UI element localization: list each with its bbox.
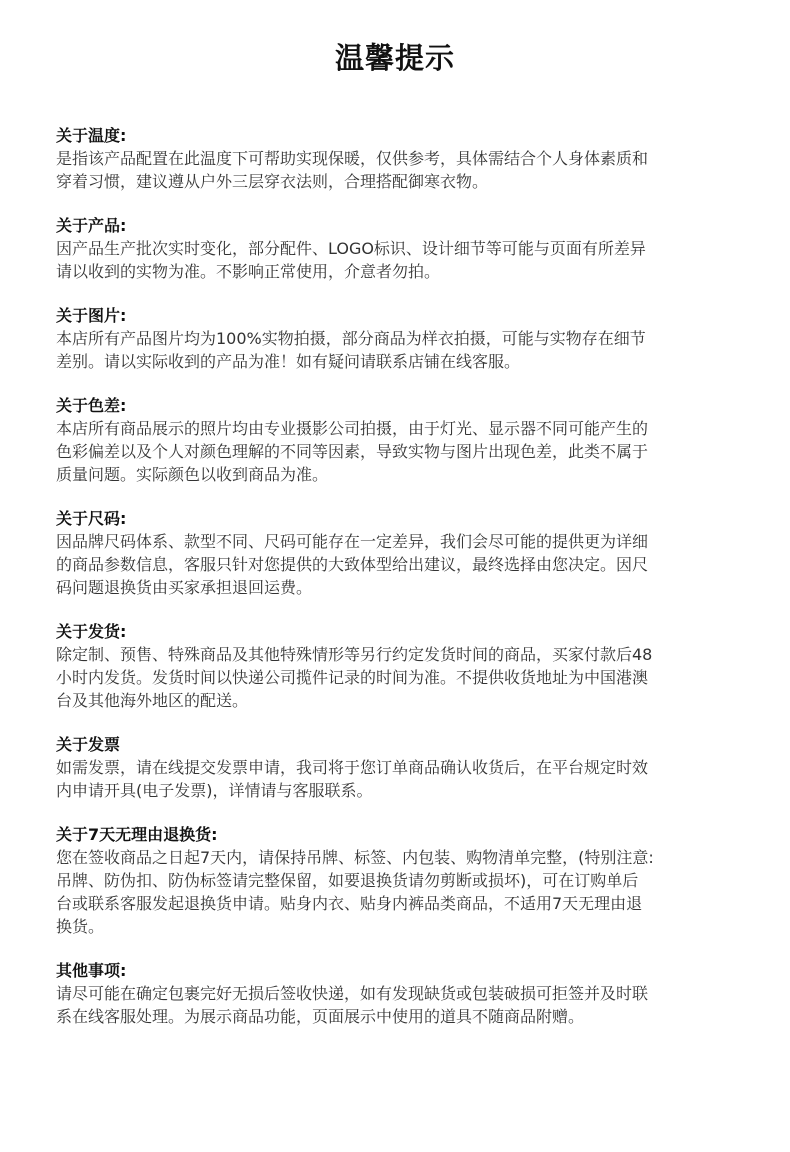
section-size: [56, 508, 738, 599]
notice-sections: [56, 125, 738, 1050]
section-invoice: [56, 734, 738, 802]
section-body: 本店所有商品展示的照片均由专业摄影公司拍摄，由于灯光、显示器不同可能产生的 色彩偏差以及个人对颜色理解的不同等因素，导致实物与图片出现色差，此类不属于 质量问题。实际颜色以收到商品为准。: [56, 419, 649, 484]
section-heading: 关于产品:: [56, 216, 127, 235]
section-body: 是指该产品配置在此温度下可帮助实现保暖，仅供参考，具体需结合个人身体素质和 穿着习惯，建议遵从户外三层穿衣法则，合理搭配御寒衣物。: [56, 149, 649, 191]
section-returns: [56, 824, 738, 938]
section-body: 本店所有产品图片均为100%实物拍摄，部分商品为样衣拍摄，可能与实物存在细节 差别。请以实际收到的产品为准！如有疑问请联系店铺在线客服。: [56, 329, 646, 371]
section-body: 除定制、预售、特殊商品及其他特殊情形等另行约定发货时间的商品，买家付款后48 小时内发货。发货时间以快递公司揽件记录的时间为准。不提供收货地址为中国港澳 台及其他海外地区的配送。: [56, 645, 653, 710]
section-other: [56, 960, 738, 1028]
section-shipping: [56, 621, 738, 712]
section-body: 因品牌尺码体系、款型不同、尺码可能存在一定差异，我们会尽可能的提供更为详细 的商品参数信息，客服只针对您提供的大致体型给出建议，最终选择由您决定。因尺 码问题退换货由买家承担退回运费。: [56, 532, 649, 597]
section-body: 如需发票，请在线提交发票申请，我司将于您订单商品确认收货后，在平台规定时效 内申请开具(电子发票)，详情请与客服联系。: [56, 758, 649, 800]
section-product: [56, 215, 738, 283]
section-heading: 关于发票: [56, 735, 121, 754]
section-color-difference: [56, 395, 738, 486]
section-heading: 关于图片:: [56, 306, 127, 325]
section-heading: 关于色差:: [56, 396, 127, 415]
section-body: 您在签收商品之日起7天内，请保持吊牌、标签、内包装、购物清单完整，(特别注意: 吊牌、防伪扣、防伪标签请完整保留，如要退换货请勿剪断或损坏)，可在订购单后 台或联系客服发起退换货申请。贴身内衣、贴身内裤品类商品，不适用7天无理由退 换货。: [56, 848, 654, 936]
section-images: [56, 305, 738, 373]
section-heading: 其他事项:: [56, 961, 127, 980]
section-temperature: [56, 125, 738, 193]
section-body: 因产品生产批次实时变化，部分配件、LOGO标识、设计细节等可能与页面有所差异 请以收到的实物为准。不影响正常使用，介意者勿拍。: [56, 239, 646, 281]
section-heading: 关于尺码:: [56, 509, 127, 528]
section-heading: 关于7天无理由退换货:: [56, 825, 218, 844]
section-body: 请尽可能在确定包裹完好无损后签收快递，如有发现缺货或包装破损可拒签并及时联 系在线客服处理。为展示商品功能，页面展示中使用的道具不随商品附赠。: [56, 984, 649, 1026]
section-heading: 关于温度:: [56, 126, 127, 145]
page-title: 温馨提示: [334, 41, 455, 75]
section-heading: 关于发货:: [56, 622, 127, 641]
